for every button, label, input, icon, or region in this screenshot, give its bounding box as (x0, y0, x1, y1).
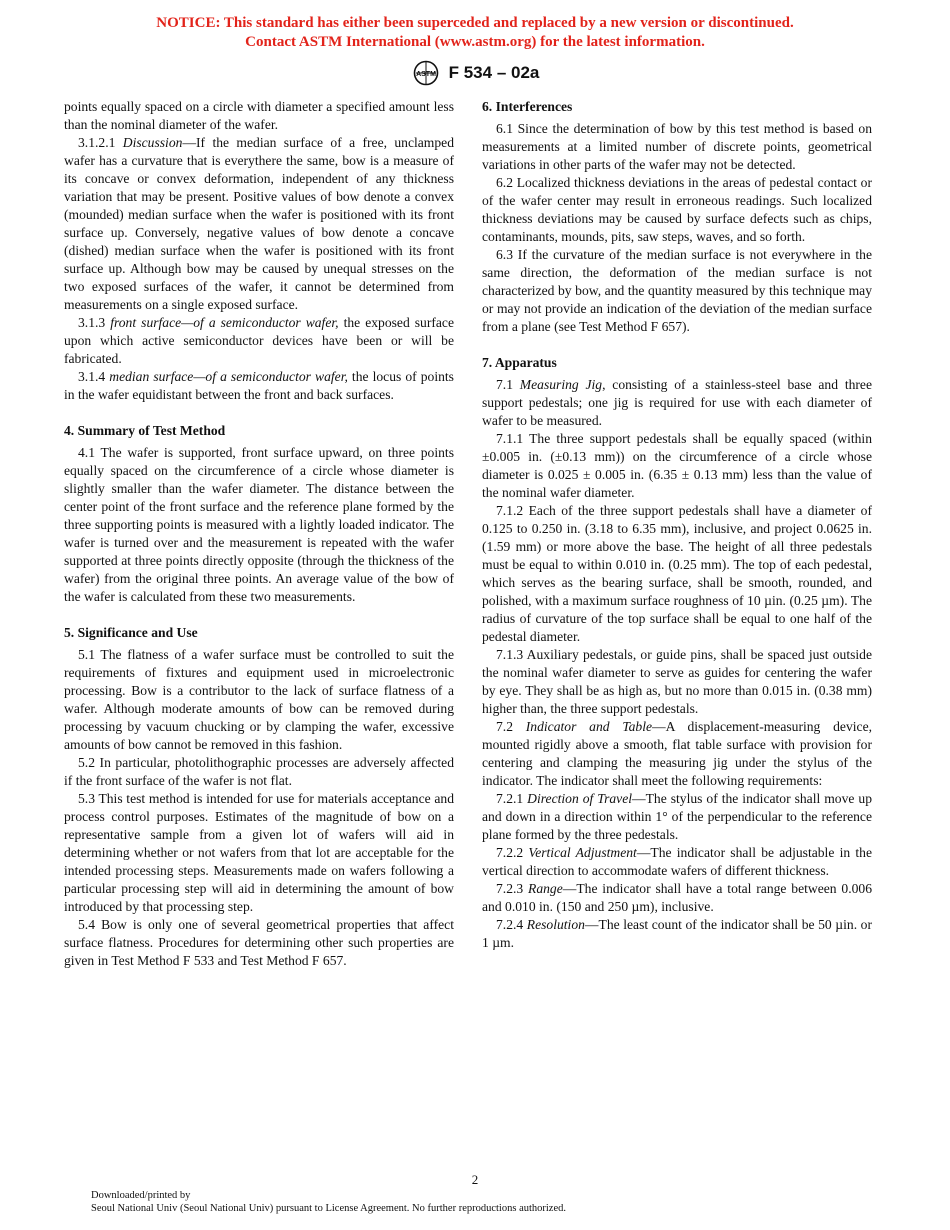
term-front-surface: front surface—of a semiconductor wafer, (110, 315, 339, 330)
document-designation: F 534 – 02a (448, 63, 540, 82)
section-7-heading: 7. Apparatus (482, 355, 557, 370)
astm-logo-icon (411, 60, 441, 86)
paragraph-6-2: 6.2 Localized thickness deviations in the areas of pedestal contact or of the wafer center may result in erroneous readings. Such localized thickness deviations may be caused by surface defects such as chips, contaminants, mounds, pits, saw steps, waves, and so forth. (482, 175, 872, 244)
paragraph-7-2 (482, 718, 872, 790)
section-6-heading: 6. Interferences (482, 99, 573, 114)
paragraph-4-1: 4.1 The wafer is supported, front surface upward, on three points equally spaced on the circumference of a circle whose diameter is slightly smaller than the wafer diameter. The distance between the center point of the front surface and the reference plane formed by the three supporting points is measured with a lightly loaded indicator. The wafer is turned over and the measurement is repeated with the wafer supported at three points directly opposite (through the thickness of the wafer) from the original three points. An average value of the bow of the wafer is calculated from these two measurements. (64, 445, 454, 604)
paragraph-5-4: 5.4 Bow is only one of several geometrical properties that affect surface flatness. Procedures for determining other such properties are given in Test Method F 533 and Test Method F 657. (64, 917, 454, 968)
paragraph-7-1-1: 7.1.1 The three support pedestals shall be equally spaced (within ±0.005 in. (±0.13 mm)) on the circumference of a circle whose diameter is 0.025 ± 0.005 in. (6.35 ± 0.13 mm) less than the value of the nominal wafer diameter. (482, 431, 872, 500)
term-vertical-adjustment: Vertical Adjustment (528, 845, 637, 860)
para-number: 7.1 (496, 377, 513, 392)
para-number: 3.1.3 (78, 315, 106, 330)
para-number: 7.2.3 (496, 881, 524, 896)
para-number: 3.1.2.1 (78, 135, 116, 150)
para-number: 3.1.4 (78, 369, 106, 384)
para-number: 7.2 (496, 719, 513, 734)
left-column (64, 98, 454, 970)
notice-banner (0, 14, 950, 52)
term-discussion: Discussion (122, 135, 183, 150)
paragraph-3-1-3 (64, 314, 454, 368)
paragraph-3-1-2-1 (64, 134, 454, 314)
term-indicator-and-table: Indicator and Table (525, 719, 653, 734)
paragraph-5-1: 5.1 The flatness of a wafer surface must be controlled to suit the requirements of fixtures and equipment used in microelectronic processing. Bow is a contributor to the lack of surface flatness of a wafer. Although moderate amounts of bow can be removed during processing by vacuum chucking or by clamping the wafer, excessive amounts of bow cannot be removed in this fashion. (64, 647, 454, 752)
para-number: 7.2.2 (496, 845, 524, 860)
term-direction-of-travel: Direction of Travel (527, 791, 633, 806)
download-footer (91, 1189, 566, 1215)
para-text: , consisting of a stainless-steel base and three support pedestals; one jig is required for use with each diameter of wafer to be measured. (482, 377, 872, 428)
footer-line-1: Downloaded/printed by (91, 1190, 191, 1201)
section-5-heading: 5. Significance and Use (64, 625, 198, 640)
paragraph-continued: points equally spaced on a circle with diameter a specified amount less than the nominal diameter of the wafer. (64, 99, 454, 132)
paragraph-3-1-4 (64, 368, 454, 404)
notice-line-1: NOTICE: This standard has either been superceded and replaced by a new version or discontinued. (156, 15, 794, 31)
para-number: 7.2.1 (496, 791, 524, 806)
para-text: the exposed surface upon which active semiconductor devices have been or will be fabricated. (64, 315, 454, 366)
paragraph-7-2-1 (482, 790, 872, 844)
para-text: —If the median surface of a free, unclamped wafer has a curvature that is everythere the same, bow is a measure of its concave or convex deformation, independent of any thickness variation that may be present. Positive values of bow denote a convex (mounded) median surface when the wafer is positioned with its front surface up. Conversely, negative values of bow denote a concave (dished) median surface when the wafer is positioned with its front surface up. Although bow may be caused by unequal stresses on the two exposed surfaces of the wafer, it cannot be determined from measurements on a single exposed surface. (64, 135, 455, 312)
term-resolution: Resolution (526, 917, 585, 932)
paragraph-5-2: 5.2 In particular, photolithographic processes are adversely affected if the front surface of the wafer is not flat. (64, 755, 454, 788)
paragraph-5-3: 5.3 This test method is intended for use for materials acceptance and process control purposes. Estimates of the magnitude of bow on a representative sample from a given lot of wafers will aid in determining whether or not wafers from that lot are acceptable for the intended processing steps. Measurements made on wafers following a particular processing step will aid in determining the amount of bow introduced by that processing step. (64, 791, 454, 914)
paragraph-7-1 (482, 376, 872, 430)
term-measuring-jig: Measuring Jig (519, 377, 603, 392)
para-text: —The least count of the indicator shall be 50 µin. or 1 µm. (482, 917, 872, 950)
paragraph-7-1-3: 7.1.3 Auxiliary pedestals, or guide pins, shall be spaced just outside the nominal wafer diameter to serve as guides for centering the wafer by eye. They shall be as high as, but no more than 0.015 in. (0.38 mm) higher than, the three support pedestals. (482, 647, 872, 716)
para-text: the locus of points in the wafer equidistant between the front and back surfaces. (64, 369, 454, 402)
section-4-heading: 4. Summary of Test Method (64, 423, 226, 438)
paragraph-6-1: 6.1 Since the determination of bow by this test method is based on measurements at a limited number of discrete points, geometrical variations in other parts of the wafer may not be detected. (482, 121, 872, 172)
paragraph-6-3: 6.3 If the curvature of the median surface is not everywhere in the same direction, the deformation of the median surface is not characterized by bow, and the quantity measured by this technique may or may not provide an indication of the deviation of the median surface from a plane (see Test Method F 657). (482, 247, 872, 334)
term-range: Range (528, 881, 563, 896)
term-median-surface: median surface—of a semiconductor wafer, (109, 369, 348, 384)
para-number: 7.2.4 (496, 917, 524, 932)
para-text: —The stylus of the indicator shall move up and down in a direction within 1° of the perpendicular to the reference plane formed by the three pedestals. (482, 791, 872, 842)
footer-line-2: Seoul National Univ (Seoul National Univ) pursuant to License Agreement. No further reproductions authorized. (91, 1203, 567, 1214)
para-text: —A displacement-measuring device, mounted rigidly above a smooth, flat table surface with provision for centering and clamping the measuring jig under the stylus of the indicator. The indicator shall meet the following requirements: (482, 719, 873, 788)
document-header (0, 60, 950, 86)
paragraph-7-2-3 (482, 880, 872, 916)
notice-line-2: Contact ASTM International (www.astm.org) for the latest information. (245, 34, 705, 50)
right-column (482, 98, 872, 952)
logo-text: ASTM (415, 71, 436, 78)
page-number: 2 (471, 1172, 479, 1187)
paragraph-7-1-2: 7.1.2 Each of the three support pedestals shall have a diameter of 0.125 to 0.250 in. (3.18 to 6.35 mm), inclusive, and project 0.0625 in. (1.59 mm) or more above the base. The height of all three pedestals must be equal to within 0.010 in. (0.25 mm). The top of each pedestal, which serves as the bearing surface, shall be smooth, rounded, and polished, with a maximum surface roughness of 10 µin. (0.25 µm). The radius of curvature of the top surface shall be equal to one half of the pedestal diameter. (482, 503, 872, 644)
paragraph-7-2-2 (482, 844, 872, 880)
para-text: —The indicator shall be adjustable in the vertical direction to accommodate wafers of different thickness. (482, 845, 872, 878)
paragraph-7-2-4 (482, 916, 872, 952)
para-text: —The indicator shall have a total range between 0.006 and 0.010 in. (150 and 250 µm), inclusive. (482, 881, 872, 914)
